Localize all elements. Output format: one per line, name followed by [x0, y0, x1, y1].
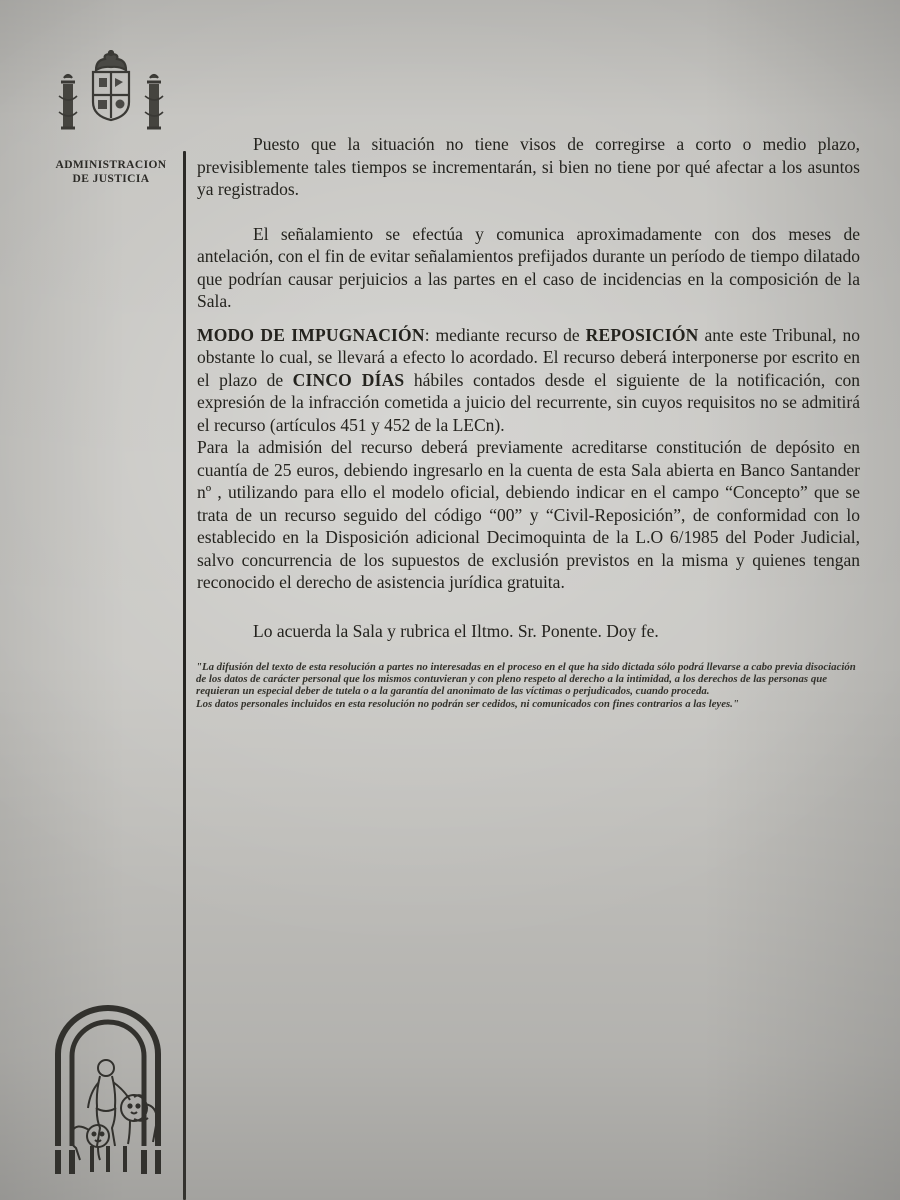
- spain-coat-of-arms-icon: [50, 50, 172, 154]
- bold-reposicion: REPOSICIÓN: [585, 324, 699, 345]
- junta-de-andalucia-emblem-icon: [46, 996, 170, 1182]
- text-run: hábiles contados desde el siguiente de la notificación, con expresión de la infracción cometida a juicio del recurrente, sin cuyos requisitos no se admitirá el recurso (artículos 451 y 452 de la LECn).: [197, 369, 860, 435]
- paragraph-senalamiento: El señalamiento se efectúa y comunica aproximadamente con dos meses de antelación, con el fin de evitar señalamientos prefijados durante un período de tiempo dilatado que podrían causar perjuicios a las partes en el caso de incidencias en la composición de la Sala.: [197, 223, 860, 311]
- footnote-part1: "La difusión del texto de esta resolución a partes no interesadas en el proceso en el que ha sido dictada sólo podrá llevarse a cabo previa disociación de los datos de carácter personal que los mismos contuvieran y con pleno respeto al derecho a la intimidad, a los derechos de las personas que requieran un especial deber de tutela o a la garantía del anonimato de las víctimas o perjudicados, cuando proceda.: [196, 661, 856, 698]
- margin-rule: [183, 151, 186, 1200]
- confidentiality-footnote: [196, 661, 858, 710]
- letterhead: [50, 50, 172, 186]
- text-run: ante este Tribunal, no obstante lo cual, se llevará a efecto lo acordado. El recurso deberá interponerse por escrito en el plazo de: [197, 324, 860, 390]
- letterhead-caption: [50, 158, 172, 186]
- paragraph-modo-impugnacion: [197, 324, 860, 437]
- letterhead-caption-line2: DE JUSTICIA: [72, 173, 150, 185]
- bold-cinco-dias: CINCO DÍAS: [292, 369, 405, 390]
- bold-modo-impugnacion: MODO DE IMPUGNACIÓN: [197, 324, 425, 345]
- footnote-part2: Los datos personales incluidos en esta resolución no podrán ser cedidos, ni comunicados con fines contrarios a las leyes.": [196, 697, 739, 710]
- letterhead-caption-line1: ADMINISTRACION: [55, 159, 167, 171]
- paragraph-plazos: Puesto que la situación no tiene visos de corregirse a corto o medio plazo, previsiblemente tales tiempos se incrementarán, si bien no tiene por qué afectar a los asuntos ya registrados.: [197, 134, 860, 199]
- text-run: : mediante recurso de: [424, 324, 586, 345]
- resolution-body: [197, 133, 860, 642]
- paragraph-deposito: Para la admisión del recurso deberá previamente acreditarse constitución de depósito en cuantía de 25 euros, debiendo ingresarlo en la cuenta de esta Sala abierta en Banco Santander nº , utilizando para ello el modelo oficial, debiendo indicar en el campo “Concepto” que se trata de un recurso seguido del código “00” y “Civil-Reposición”, de conformidad con lo establecido en la Disposición adicional Decimoquinta de la L.O 6/1985 del Poder Judicial, salvo concurrencia de los supuestos de exclusión previstos en la misma y quienes tengan reconocido el derecho de asistencia jurídica gratuita.: [197, 437, 860, 592]
- paragraph-acuerdo: Lo acuerda la Sala y rubrica el Iltmo. Sr. Ponente. Doy fe.: [253, 620, 659, 641]
